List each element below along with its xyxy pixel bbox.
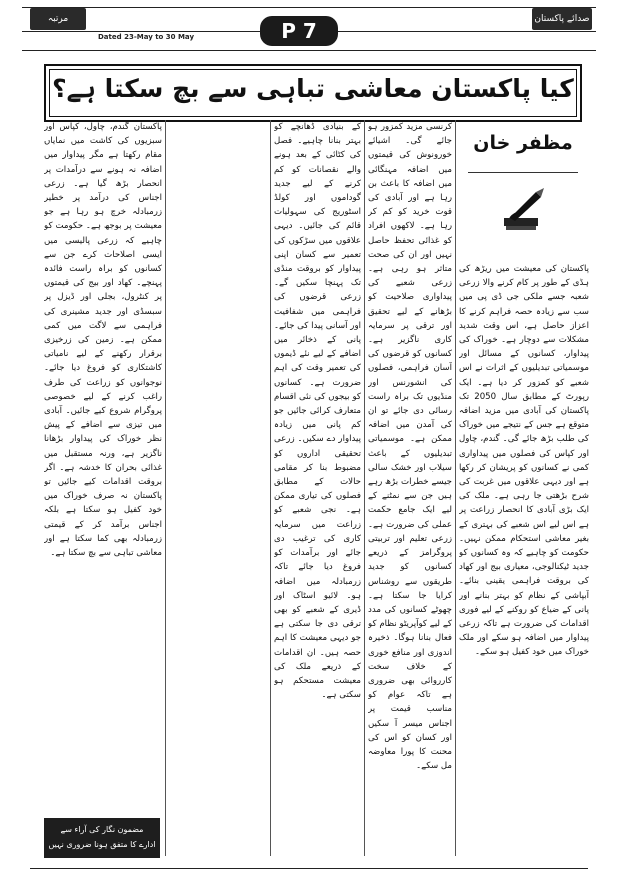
headline-banner: [44, 64, 582, 122]
header-lower-rule: [22, 50, 596, 51]
header-right-tab: صدائے پاکستان: [532, 8, 592, 30]
article-column-2: [368, 120, 452, 850]
column-rule: [270, 120, 271, 856]
disclaimer-line-1: مضمون نگار کی آراء سے: [60, 825, 144, 834]
header-left-tab: مرتبہ: [30, 8, 86, 30]
column-4-text: پاکستان گندم، چاول، کپاس اور سبزیوں کی کاشت میں نمایاں مقام رکھتا ہے مگر پیداوار میں اضافہ نہ ہونے سے درآمدات پر انحصار بڑھ گیا ہے۔ زرعی اجناس کی درآمد پر خطیر زرمبادلہ خرچ ہو رہا ہے جو معیشت پر بوجھ ہے۔ حکومت کو چاہیے کہ زرعی پالیسی میں ایسی اصلاحات کرے جن سے کسانوں کو براہ راست فائدہ پہنچے۔ کھاد اور بیج کی قیمتوں پر کنٹرول، بجلی اور ڈیزل پر سبسڈی اور جدید مشینری کی فراہمی سے لاگت میں کمی ممکن ہے۔ زمین کی زرخیزی برقرار رکھنے کے لیے نامیاتی کاشتکاری کو فروغ دیا جائے۔ نوجوانوں کو زراعت کی طرف راغب کرنے کے لیے خصوصی پروگرام شروع کیے جائیں۔ آبادی میں تیزی سے اضافے کے پیش نظر خوراک کی پیداوار بڑھانا ناگزیر ہے، ورنہ مستقبل میں غذائی بحران کا خدشہ ہے۔ اگر بروقت اقدامات کیے جائیں تو پاکستان نہ صرف خوراک میں خود کفیل ہو سکتا ہے بلکہ اجناس برآمد کر کے قیمتی زرمبادلہ بھی کما سکتا ہے اور معاشی تباہی سے بچ سکتا ہے۔: [44, 122, 162, 559]
author-name: مظفر خان: [473, 132, 573, 154]
article-column-1: [459, 262, 589, 854]
footer-rule: [30, 868, 588, 869]
author-box: [458, 126, 588, 256]
author-divider: [468, 172, 578, 173]
header-top-rule: [22, 7, 596, 8]
column-rule: [455, 120, 456, 856]
disclaimer-box: [44, 818, 160, 858]
column-rule: [165, 120, 166, 856]
issue-date: Dated 23-May to 30 May: [98, 33, 195, 41]
pen-writing-icon: [492, 188, 554, 238]
article-headline: کیا پاکستان معاشی تباہی سے بچ سکتا ہے؟: [52, 74, 574, 103]
page-number: P 7: [260, 16, 338, 46]
article-column-4: [44, 120, 162, 812]
column-1-text: پاکستان کی معیشت میں ریڑھ کی ہڈی کے طور پر کام کرنے والا زرعی شعبہ جسے ملکی جی ڈی پی میں سب سے زیادہ حصہ فراہم کرنے کا اعزاز حاصل ہے، اس وقت شدید مشکلات سے دوچار ہے۔ خوراک کی پیداوار، کسانوں کے مسائل اور موسمیاتی تبدیلیوں کے اثرات نے اس شعبے کو کمزور کر دیا ہے۔ ایک رپورٹ کے مطابق سال 2050 تک پاکستان کی آبادی میں مزید اضافہ متوقع ہے جس کے نتیجے میں خوراک کی طلب بڑھ جائے گی۔ گندم، چاول اور کپاس کی فصلوں میں پیداواری کمی نے کسانوں کو پریشان کر رکھا ہے اور دیہی علاقوں میں غربت کی شرح بڑھتی جا رہی ہے۔ ملک کی ایک بڑی آبادی کا انحصار زراعت پر ہے اس لیے اس شعبے کی بہتری کے بغیر معاشی استحکام ممکن نہیں۔ حکومت کو چاہیے کہ وہ کسانوں کو جدید ٹیکنالوجی، معیاری بیج اور کھاد کی بروقت فراہمی یقینی بنائے۔ آبپاشی کے نظام کو بہتر بنانے اور پانی کے ضیاع کو روکنے کے لیے فوری اقدامات کی ضرورت ہے تاکہ زرعی پیداوار میں اضافہ ہو سکے اور ملک خوراک میں خود کفیل ہو سکے۔: [459, 264, 589, 658]
column-3-text: کے بنیادی ڈھانچے کو بہتر بنانا چاہیے۔ فصل کی کٹائی کے بعد ہونے والے نقصانات کو کم کرنے کے لیے جدید گوداموں اور کولڈ اسٹوریج کی سہولیات قائم کی جائیں۔ دیہی علاقوں میں سڑکوں کی تعمیر سے کسان اپنی پیداوار کو بروقت منڈی تک پہنچا سکیں گے۔ زرعی قرضوں کی فراہمی میں شفافیت اور آسانی پیدا کی جائے۔ پانی کے ذخائر میں اضافے کے لیے نئے ڈیموں کی تعمیر وقت کی اہم ضرورت ہے۔ کسانوں کو بیجوں کی نئی اقسام متعارف کرائی جائیں جو کم پانی میں زیادہ پیداوار دے سکیں۔ زرعی تحقیقی اداروں کو مضبوط بنا کر مقامی حالات کے مطابق فصلوں کی تیاری ممکن ہے۔ نجی شعبے کو زراعت میں سرمایہ کاری کی ترغیب دی جائے اور برآمدات کو فروغ دیا جائے تاکہ زرمبادلہ میں اضافہ ہو۔ لائیو اسٹاک اور ڈیری کے شعبے کو بھی ترقی دی جا سکتی ہے جو دیہی معیشت کا اہم حصہ ہیں۔ ان اقدامات کے ذریعے ملک کی معیشت مستحکم ہو سکتی ہے۔: [274, 122, 361, 701]
column-rule: [364, 120, 365, 856]
disclaimer-line-2: ادارے کا متفق ہونا ضروری نہیں: [48, 840, 156, 849]
article-column-3: [274, 120, 361, 850]
column-2-text: کرنسی مزید کمزور ہو جائے گی۔ اشیائے خورونوش کی قیمتوں میں اضافہ مہنگائی میں اضافہ کا باعث بن رہا ہے اور آبادی کی قوت خرید کو کم کر رہا ہے۔ لاکھوں افراد کو غذائی تحفظ حاصل نہیں اور ان کی صحت متاثر ہو رہی ہے۔ زرعی شعبے کی پیداواری صلاحیت کو بڑھانے کے لیے تحقیق اور ترقی پر سرمایہ کاری ناگزیر ہے۔ کسانوں کو قرضوں کی آسان فراہمی، فصلوں کی انشورنس اور منڈیوں تک براہ راست رسائی دی جائے تو ان کی آمدن میں اضافہ ممکن ہے۔ موسمیاتی تبدیلیوں کے باعث سیلاب اور خشک سالی جیسے خطرات بڑھ رہے ہیں جن سے نمٹنے کے لیے ایک جامع حکمت عملی کی ضرورت ہے۔ زرعی تعلیم اور تربیتی پروگرامز کے ذریعے کسانوں کو جدید طریقوں سے روشناس کرایا جا سکتا ہے۔ چھوٹے کسانوں کی مدد کے لیے کوآپریٹو نظام کو فعال بنانا ہوگا۔ ذخیرہ اندوزی اور منافع خوری کے خلاف سخت کارروائی بھی ضروری ہے تاکہ عوام کو مناسب قیمت پر اجناس میسر آ سکیں اور کسان کو اس کی محنت کا پورا معاوضہ مل سکے۔: [368, 122, 452, 772]
